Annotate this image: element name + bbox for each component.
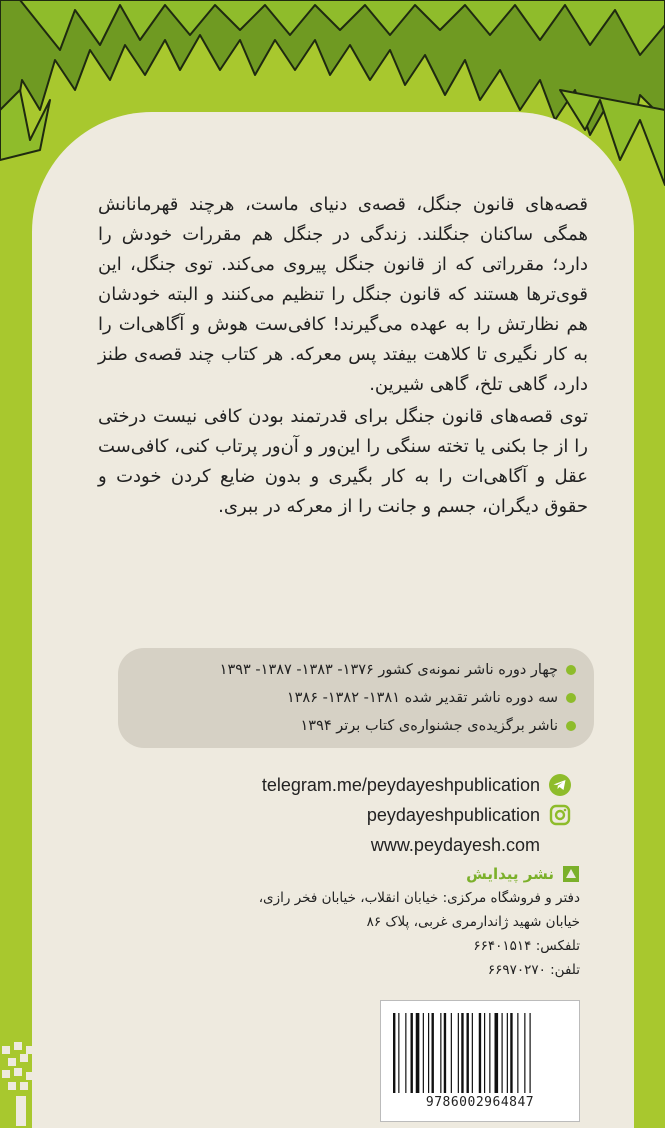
publisher-info <box>200 862 580 982</box>
blurb-paragraph-2: توی قصه‌های قانون جنگل برای قدرتمند بودن کافی نیست درختی را از جا بکنی یا تخته سنگی را این‌ور و آن‌ور پرتاب کنی، کافی‌ست عقل و آگاهی‌ات را به کار بگیری و بدون ضایع کردن خودت و حقوق دیگران، جسم و جانت را از معرکه در ببری. <box>98 406 588 517</box>
telegram-link-text[interactable]: telegram.me/peydayeshpublication <box>261 774 540 795</box>
publisher-name: نشر پیدایش <box>466 865 554 883</box>
barcode-bar <box>530 1013 531 1093</box>
publisher-fax: تلفکس: ۶۶۴۰۱۵۱۴ <box>473 938 580 954</box>
telegram-link[interactable] <box>242 770 572 800</box>
barcode-bar <box>393 1013 395 1093</box>
isbn-barcode <box>380 1000 580 1122</box>
instagram-link[interactable] <box>242 800 572 830</box>
awards-box <box>118 648 594 748</box>
publisher-address-line-1: دفتر و فروشگاه مرکزی: خیابان انقلاب، خیابان فخر رازی، <box>258 890 580 906</box>
barcode-bar <box>428 1013 429 1093</box>
isbn-number: 9786002964847 <box>425 1095 535 1110</box>
instagram-icon <box>548 803 572 827</box>
website-link-text[interactable]: www.peydayesh.com <box>370 834 540 855</box>
bullet-dot-icon <box>566 693 576 703</box>
blurb-paragraph-1: قصه‌های قانون جنگل، قصه‌ی دنیای ماست، هرچند قهرمانانش همگی ساکنان جنگلند. زندگی در جنگل هم مقررات خودش را دارد؛ مقرراتی که از قانون جنگل پیروی می‌کند. توی جنگل، این قوی‌ترها هستند که قانون جنگل را تنظیم می‌کنند و البته خودشان هم نظارتش را به عهده می‌گیرند! کافی‌ست هوش و آگاهی‌ات را به کار نگیری تا کلاهت بیفتد پس معرکه. هر کتاب چند قصه‌ی طنز دارد، گاهی تلخ، گاهی شیرین. <box>98 194 588 395</box>
contact-links <box>242 770 572 860</box>
bullet-dot-icon <box>566 665 576 675</box>
spacer <box>548 833 572 857</box>
barcode-bar <box>507 1013 508 1093</box>
barcode-bar <box>517 1013 518 1093</box>
award-item: سه دوره ناشر تقدیر شده ۱۳۸۱- ۱۳۸۲- ۱۳۸۶ <box>118 684 576 712</box>
barcode-bar <box>440 1013 441 1093</box>
barcode-bar <box>524 1013 525 1093</box>
bullet-dot-icon <box>566 721 576 731</box>
back-cover-blurb <box>98 190 588 524</box>
publisher-address-line-2: خیابان شهید ژاندارمری غربی، پلاک ۸۶ <box>366 914 580 930</box>
corner-pattern-logo <box>0 1040 44 1128</box>
publisher-phone: تلفن: ۶۶۹۷۰۲۷۰ <box>487 962 580 978</box>
barcode-bar <box>489 1013 490 1093</box>
barcode-bar <box>423 1013 424 1093</box>
award-item: ناشر برگزیده‌ی جشنواره‌ی کتاب برتر ۱۳۹۴ <box>118 712 576 740</box>
barcode-bar <box>405 1013 406 1093</box>
barcode-bar <box>411 1013 413 1093</box>
barcode-bar <box>458 1013 459 1093</box>
barcode-bar <box>467 1013 469 1093</box>
barcode-bar <box>510 1013 512 1093</box>
barcode-bar <box>444 1013 446 1093</box>
barcode-bars <box>393 1013 569 1093</box>
barcode-bar <box>502 1013 503 1093</box>
barcode-bar <box>495 1013 499 1093</box>
instagram-link-text[interactable]: peydayeshpublication <box>366 804 540 825</box>
barcode-bar <box>451 1013 452 1093</box>
barcode-bar <box>432 1013 434 1093</box>
barcode-bar <box>461 1013 463 1093</box>
barcode-bar <box>398 1013 399 1093</box>
barcode-bar <box>472 1013 473 1093</box>
award-item: چهار دوره ناشر نمونه‌ی کشور ۱۳۷۶- ۱۳۸۳- ۱۳۸۷- ۱۳۹۳ <box>118 656 576 684</box>
telegram-icon <box>548 773 572 797</box>
barcode-bar <box>479 1013 481 1093</box>
publisher-logo-icon <box>562 865 580 883</box>
website-link[interactable] <box>242 830 572 860</box>
barcode-bar <box>484 1013 485 1093</box>
barcode-bar <box>416 1013 420 1093</box>
